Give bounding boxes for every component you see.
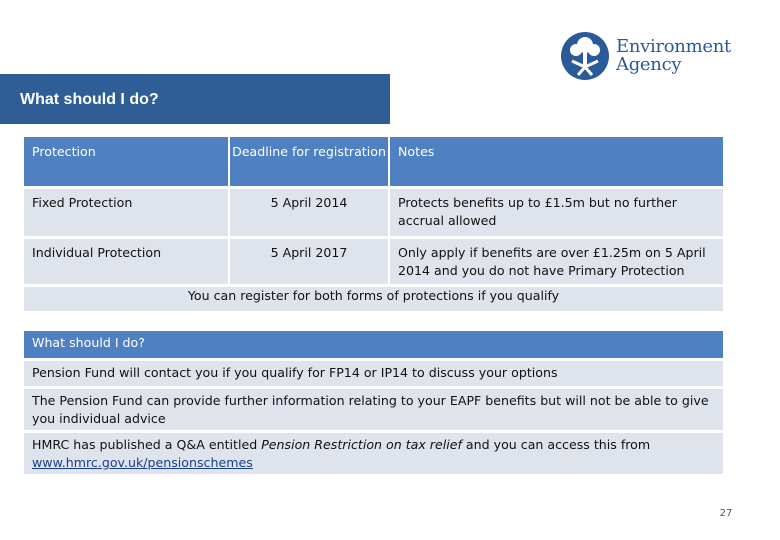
logo-wordmark (616, 38, 731, 74)
cell-deadline: 5 April 2017 (229, 238, 389, 286)
hmrc-document-title: Pension Restriction on tax relief (261, 437, 462, 452)
action-item-contact: Pension Fund will contact you if you qualify for FP14 or IP14 to discuss your options (24, 360, 723, 388)
table-row (24, 188, 723, 238)
action-header: What should I do? (24, 331, 723, 360)
logo-line-2: Agency (616, 54, 682, 75)
action-item-hmrc (24, 432, 723, 476)
environment-agency-logo (560, 30, 740, 82)
tree-person-icon (560, 31, 610, 81)
action-header-row (24, 331, 723, 360)
page-title: What should I do? (20, 91, 159, 108)
hmrc-text-prefix: HMRC has published a Q&A entitled (32, 437, 262, 452)
page-number: 27 (719, 508, 733, 519)
header-deadline: Deadline for registration (229, 137, 389, 188)
cell-protection: Fixed Protection (24, 188, 229, 238)
header-protection: Protection (24, 137, 229, 188)
list-item (24, 432, 723, 476)
table-row (24, 238, 723, 286)
table-header-row (24, 137, 723, 188)
action-item-info: The Pension Fund can provide further information relating to your EAPF benefits but will not be able to give you individual advice (24, 388, 723, 432)
list-item (24, 360, 723, 388)
table-footer-note: You can register for both forms of protections if you qualify (24, 286, 723, 313)
hmrc-link[interactable]: www.hmrc.gov.uk/pensionschemes (32, 455, 253, 470)
cell-deadline: 5 April 2014 (229, 188, 389, 238)
table-footer-row (24, 286, 723, 313)
action-table (24, 331, 723, 477)
title-bar (0, 74, 390, 124)
list-item (24, 388, 723, 432)
hmrc-text-suffix: and you can access this from (461, 437, 651, 452)
protection-table (24, 137, 723, 314)
header-notes: Notes (389, 137, 723, 188)
cell-notes: Protects benefits up to £1.5m but no further accrual allowed (389, 188, 723, 238)
logo-line-1: Environment (616, 36, 731, 57)
cell-notes: Only apply if benefits are over £1.25m on 5 April 2014 and you do not have Primary Protection (389, 238, 723, 286)
cell-protection: Individual Protection (24, 238, 229, 286)
